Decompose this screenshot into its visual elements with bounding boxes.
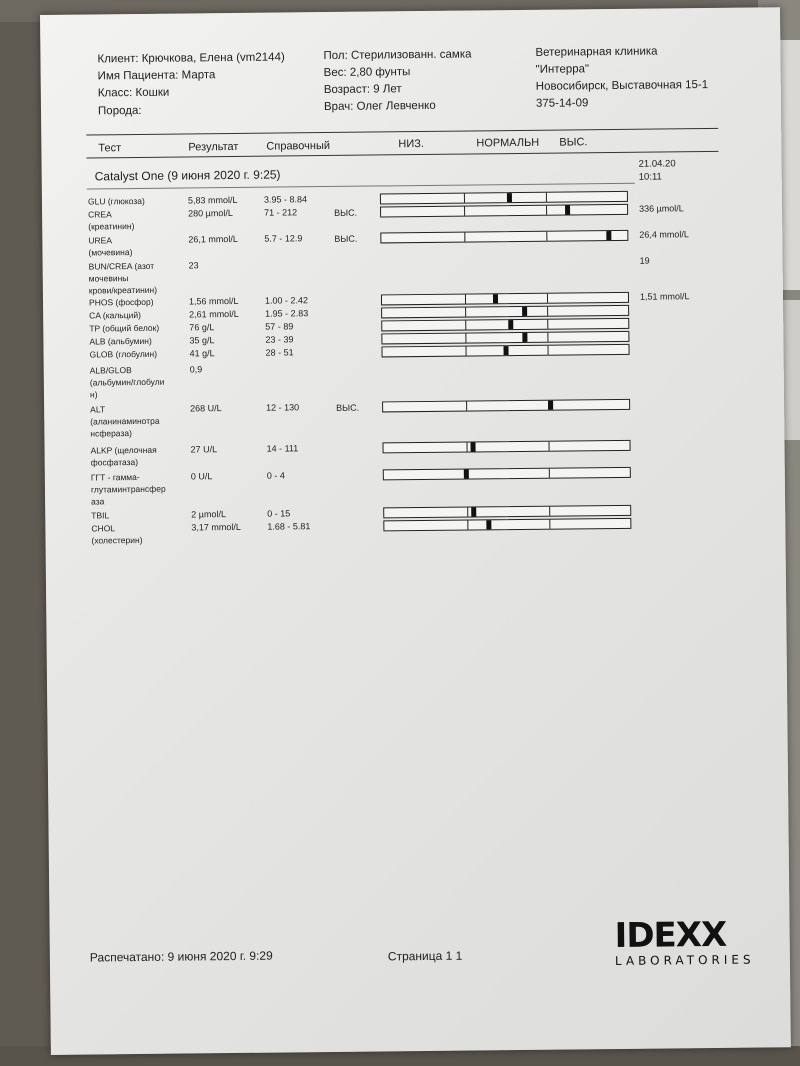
printed-date: Распечатано: 9 июня 2020 г. 9:29 [89, 948, 273, 965]
reference-range: 5.7 - 12.9 [264, 233, 303, 244]
col-low: НИЗ. [398, 137, 424, 151]
range-bar [380, 230, 628, 244]
col-high: ВЫС. [559, 136, 588, 149]
test-result: 2 µmol/L [191, 509, 226, 520]
range-bar [383, 518, 631, 532]
weight-line: Вес: 2,80 фунты [323, 66, 411, 80]
clinic-address: Новосибирск, Выставочная 15-1 [535, 79, 709, 93]
previous-result: 336 µmol/L [639, 203, 684, 214]
test-name: TP (общий белок) [89, 322, 160, 334]
range-divider [464, 194, 465, 203]
range-divider [547, 232, 548, 241]
range-bar [381, 292, 629, 306]
range-bar [381, 331, 629, 345]
test-name-cont: глутаминтрансфер [90, 483, 166, 495]
result-marker [606, 231, 611, 240]
high-flag: ВЫС. [334, 233, 358, 244]
result-marker [508, 320, 513, 329]
idexx-logo-subtitle: LABORATORIES [614, 952, 755, 969]
range-bar [383, 467, 631, 481]
reference-range: 3.95 - 8.84 [263, 194, 308, 205]
result-marker [464, 470, 469, 479]
breed-line: Порода: [97, 104, 142, 118]
test-name: ALB (альбумин) [89, 335, 152, 347]
result-marker [471, 442, 476, 451]
range-bar [381, 344, 629, 358]
class-line: Класс: Кошки [97, 86, 170, 100]
clinic-name: Ветеринарная клиника [535, 45, 658, 59]
col-test: Тест [98, 142, 122, 155]
range-divider [466, 443, 467, 452]
test-result: 26,1 mmol/L [188, 233, 238, 245]
range-divider [550, 520, 551, 529]
test-result: 41 g/L [189, 348, 215, 359]
previous-date: 21.04.20 [638, 158, 676, 170]
previous-result: 1,51 mmol/L [639, 291, 690, 302]
test-result: 27 U/L [190, 444, 218, 455]
test-name-cont: (креатинин) [88, 221, 135, 232]
test-result: 2,61 mmol/L [189, 308, 239, 320]
test-name: PHOS (фосфор) [88, 296, 154, 308]
test-name-cont: (альбумин/глобули [89, 376, 165, 388]
previous-time: 10:11 [638, 171, 662, 183]
range-divider [467, 508, 468, 517]
range-divider [548, 346, 549, 355]
reference-range: 12 - 130 [266, 402, 300, 413]
age-line: Возраст: 9 Лет [323, 83, 402, 97]
previous-result: 26,4 mmol/L [639, 229, 689, 240]
result-marker [471, 507, 476, 516]
range-bar [382, 399, 630, 413]
test-result: 0,9 [189, 364, 203, 375]
range-divider [464, 207, 465, 216]
clinic-title: "Интерра" [535, 63, 590, 76]
reference-range: 1.95 - 2.83 [265, 308, 309, 319]
range-divider [549, 469, 550, 478]
test-result: 0 U/L [190, 471, 213, 482]
test-name: GLOB (глобулин) [89, 348, 158, 360]
range-divider [467, 521, 468, 530]
range-divider [546, 193, 547, 202]
section-title: Catalyst One (9 июня 2020 г. 9:25) [94, 167, 281, 184]
test-result: 1,56 mmol/L [188, 295, 239, 307]
reference-range: 0 - 15 [267, 508, 291, 519]
reference-range: 14 - 111 [266, 443, 299, 454]
range-bar [383, 505, 631, 519]
result-marker [548, 401, 553, 410]
test-name-cont: аза [91, 496, 105, 507]
high-flag: ВЫС. [334, 207, 358, 218]
reference-range: 1.68 - 5.81 [267, 521, 311, 532]
range-divider [547, 294, 548, 303]
test-name: ALT [90, 404, 106, 415]
high-flag: ВЫС. [336, 402, 360, 413]
result-marker [507, 193, 512, 202]
range-bar [381, 305, 629, 319]
test-name-cont: мочевины [88, 273, 129, 284]
result-marker [503, 346, 508, 355]
test-result: 280 µmol/L [188, 207, 233, 219]
test-name: ALB/GLOB [89, 365, 132, 376]
range-divider [546, 206, 547, 215]
lab-report-sheet [40, 7, 791, 1055]
test-name: ГГТ - гамма- [90, 471, 140, 483]
range-divider [550, 507, 551, 516]
idexx-logo: IDEXX [614, 914, 727, 957]
reference-range: 23 - 39 [265, 334, 294, 345]
test-name: GLU (глюкоза) [87, 195, 145, 207]
range-divider [465, 334, 466, 343]
section-rule [87, 183, 635, 190]
reference-range: 1.00 - 2.42 [264, 295, 309, 306]
result-marker [523, 333, 528, 342]
result-marker [522, 307, 527, 316]
test-name-cont: фосфатаза) [90, 456, 139, 468]
range-divider [548, 333, 549, 342]
test-name: CREA [88, 209, 112, 220]
range-divider [547, 307, 548, 316]
clinic-phone: 375-14-09 [535, 97, 589, 110]
patient-line: Имя Пациента: Марта [97, 69, 216, 83]
col-normal: НОРМАЛЬН [476, 136, 540, 150]
test-name-cont: нсфераза) [90, 428, 132, 439]
range-divider [465, 295, 466, 304]
page-number: Страница 1 1 [387, 948, 463, 964]
range-bar [382, 440, 630, 454]
test-name: ALKP (щелочная [90, 444, 157, 456]
test-name-cont: (аланинаминотра [90, 415, 160, 427]
header-rule-top [86, 128, 718, 136]
test-name: BUN/CREA (азот [88, 260, 155, 272]
result-marker [493, 294, 498, 303]
reference-range: 0 - 4 [266, 470, 285, 481]
test-name: CHOL [91, 523, 116, 534]
test-name-cont: (холестерин) [91, 534, 143, 546]
test-name-cont: н) [89, 389, 98, 400]
test-result: 76 g/L [189, 322, 215, 333]
doctor-line: Врач: Олег Левченко [323, 99, 436, 114]
header-rule-bottom [86, 151, 718, 159]
test-result: 5,83 mmol/L [187, 194, 238, 206]
test-name-cont: крови/креатинин) [88, 284, 158, 296]
test-result: 35 g/L [189, 335, 215, 346]
previous-result: 19 [639, 255, 650, 266]
range-divider [465, 308, 466, 317]
col-result: Результат [188, 140, 239, 154]
reference-range: 71 - 212 [264, 207, 298, 218]
range-bar [380, 204, 628, 218]
reference-range: 57 - 89 [265, 321, 294, 332]
test-result: 268 U/L [190, 403, 222, 414]
sex-line: Пол: Стерилизованн. самка [323, 48, 472, 63]
range-bar [380, 191, 628, 205]
test-result: 3,17 mmol/L [191, 521, 241, 533]
test-name: TBIL [91, 510, 110, 521]
range-divider [464, 233, 465, 242]
range-divider [465, 321, 466, 330]
test-name-cont: (мочевина) [88, 247, 133, 258]
test-name: UREA [88, 235, 113, 246]
range-divider [466, 402, 467, 411]
test-name: CA (кальций) [89, 309, 141, 321]
client-line: Клиент: Крючкова, Елена (vm2144) [97, 51, 285, 66]
range-divider [465, 347, 466, 356]
range-divider [549, 442, 550, 451]
col-reference: Справочный [266, 139, 331, 153]
test-result: 23 [188, 260, 199, 271]
reference-range: 28 - 51 [265, 347, 294, 358]
range-divider [548, 320, 549, 329]
result-marker [565, 205, 570, 214]
range-bar [381, 318, 629, 332]
result-marker [486, 520, 491, 529]
